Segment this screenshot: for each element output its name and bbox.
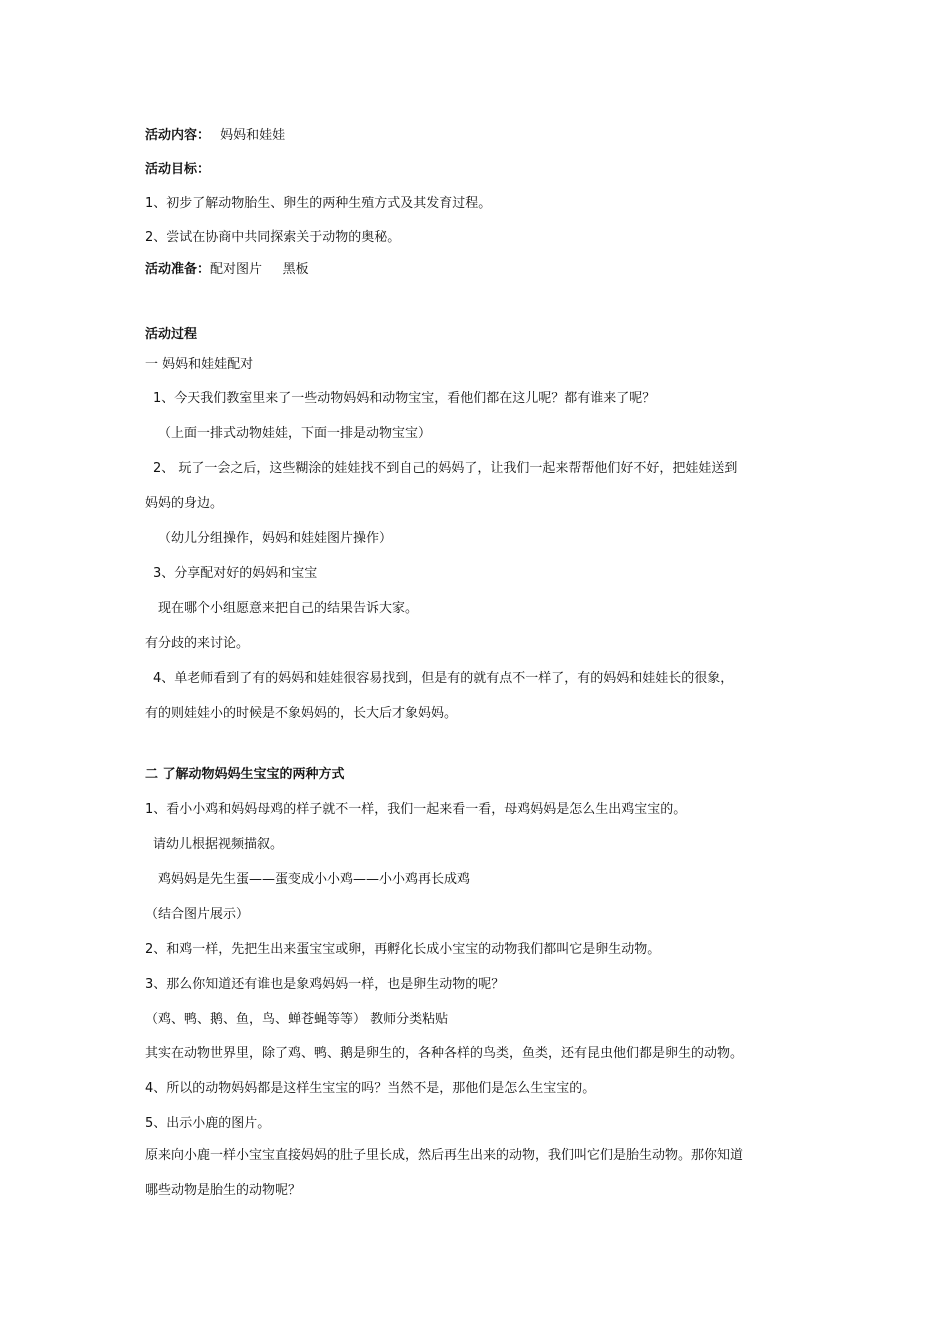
activity-content-value: 妈妈和娃娃 [220,128,286,143]
p2-item-5-line-1: 原来向小鹿一样小宝宝直接妈妈的肚子里长成，然后再生出来的动物，我们叫它们是胎生动物。那你知道 [145,1148,744,1163]
p1-item-4-line-1: 4、单老师看到了有的妈妈和娃娃很容易找到，但是有的就有点不一样了，有的妈妈和娃娃长的很象， [153,671,734,686]
p2-item-1-text-c: （结合图片展示） [145,907,250,922]
p2-item-1-text-b: 鸡妈妈是先生蛋——蛋变成小小鸡——小小鸡再长成鸡 [158,872,471,887]
goal-2: 2、尝试在协商中共同探索关于动物的奥秘。 [145,230,401,245]
p1-item-2-line-1: 2、 玩了一会之后，这些糊涂的娃娃找不到自己的妈妈了，让我们一起来帮帮他们好不好，把娃娃送到 [153,461,738,476]
p2-item-4: 4、所以的动物妈妈都是这样生宝宝的吗？当然不是，那他们是怎么生宝宝的。 [145,1081,596,1096]
p1-item-3: 3、分享配对好的妈妈和宝宝 [153,566,318,581]
p2-item-2: 2、和鸡一样，先把生出来蛋宝宝或卵，再孵化长成小宝宝的动物我们都叫它是卵生动物。 [145,942,661,957]
prep-line [145,262,309,278]
prep-value: 配对图片 黑板 [210,262,309,277]
p1-item-2-line-2: 妈妈的身边。 [145,496,224,511]
p2-item-3-note: （鸡、鸭、鹅、鱼，鸟、蝉苍蝇等等） 教师分类粘贴 [145,1012,449,1027]
p2-item-5-line-2: 哪些动物是胎生的动物呢？ [145,1183,302,1198]
activity-content-label: 活动内容： [145,128,211,143]
part1-title: 一 妈妈和娃娃配对 [145,357,254,372]
p2-item-3: 3、那么你知道还有谁也是象鸡妈妈一样，也是卵生动物的呢？ [145,977,505,992]
p1-item-3-text-b: 有分歧的来讨论。 [145,636,250,651]
goal-1: 1、初步了解动物胎生、卵生的两种生殖方式及其发育过程。 [145,196,492,211]
p2-item-5: 5、出示小鹿的图片。 [145,1116,271,1131]
activity-content-line [145,128,285,144]
p2-item-3-text-b: 其实在动物世界里，除了鸡、鸭、鹅是卵生的，各种各样的鸟类，鱼类，还有昆虫他们都是卵生的动物。 [145,1046,744,1061]
goals-label: 活动目标： [145,162,211,177]
p2-item-1-text-a: 请幼儿根据视频描叙。 [153,837,284,852]
part2-title: 二 了解动物妈妈生宝宝的两种方式 [145,767,345,782]
process-title: 活动过程 [145,327,198,342]
p2-item-1: 1、看小小鸡和妈妈母鸡的样子就不一样，我们一起来看一看，母鸡妈妈是怎么生出鸡宝宝的。 [145,802,687,817]
p1-item-1-note: （上面一排式动物娃娃，下面一排是动物宝宝） [158,426,432,441]
p1-item-3-text-a: 现在哪个小组愿意来把自己的结果告诉大家。 [158,601,419,616]
p1-item-2-note: （幼儿分组操作，妈妈和娃娃图片操作） [158,531,393,546]
prep-label: 活动准备： [145,262,211,277]
p1-item-1: 1、今天我们教室里来了一些动物妈妈和动物宝宝，看他们都在这儿呢？都有谁来了呢？ [153,391,656,406]
p1-item-4-line-2: 有的则娃娃小的时候是不象妈妈的，长大后才象妈妈。 [145,706,458,721]
